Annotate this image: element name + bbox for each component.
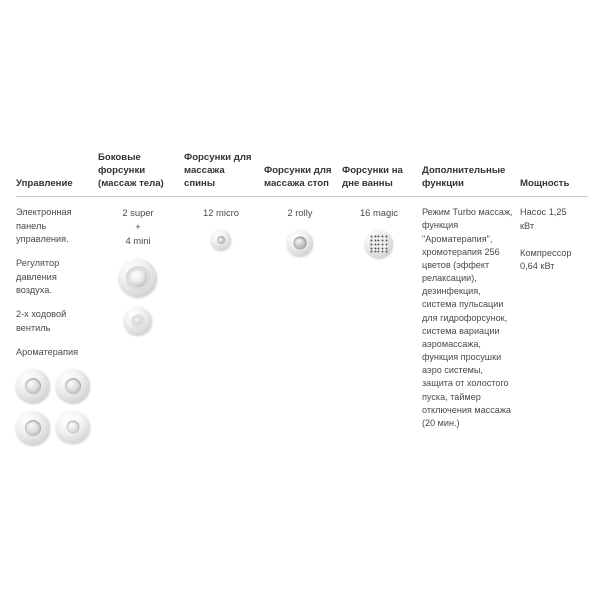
side-jets-plus-sign: + bbox=[135, 221, 141, 233]
control-nozzle-gallery bbox=[16, 369, 96, 445]
cell-extra-functions bbox=[422, 197, 520, 452]
nozzle-oval-icon bbox=[56, 411, 90, 443]
side-jets-quantity bbox=[98, 206, 178, 248]
column-header-back-jets: Форсунки для массажа спины bbox=[184, 152, 264, 197]
power-pump: Насос 1,25 кВт bbox=[520, 207, 567, 231]
cell-control bbox=[16, 197, 98, 452]
power-values bbox=[520, 206, 582, 273]
control-line-2: Регулятор давления воздуха. bbox=[16, 258, 60, 295]
nozzle-micro-icon bbox=[211, 230, 231, 250]
specifications-table bbox=[16, 152, 588, 451]
back-jet-wrap bbox=[184, 230, 258, 250]
control-line-1: Электронная панель управления. bbox=[16, 207, 72, 244]
nozzle-ring-small-icon bbox=[124, 307, 152, 335]
table-row bbox=[16, 197, 588, 452]
bottom-jets-quantity: 16 magic bbox=[359, 207, 399, 219]
control-line-3: 2-х ходовой вентиль bbox=[16, 309, 67, 333]
spec-table-container bbox=[16, 152, 588, 451]
cell-bottom-jets bbox=[342, 197, 422, 452]
column-header-bottom-jets: Форсунки на дне ванны bbox=[342, 152, 422, 197]
cell-power bbox=[520, 197, 588, 452]
cell-back-jets bbox=[184, 197, 264, 452]
bottom-jet-wrap bbox=[342, 230, 416, 258]
cell-side-jets bbox=[98, 197, 184, 452]
nozzle-icon bbox=[56, 369, 90, 403]
column-header-feet-jets: Форсунки для массажа стоп bbox=[264, 152, 342, 197]
power-compressor: Компрессор 0,64 кВт bbox=[520, 247, 572, 272]
side-jets-count-top: 2 super bbox=[122, 207, 154, 219]
side-jet-large-wrap bbox=[98, 259, 178, 297]
column-header-extra-functions: Дополнительные функции bbox=[422, 152, 520, 197]
column-header-power: Мощность bbox=[520, 152, 588, 197]
back-jets-quantity: 12 micro bbox=[203, 207, 239, 219]
nozzle-ring-icon bbox=[119, 259, 157, 297]
nozzle-rolly-icon bbox=[287, 230, 313, 256]
nozzle-magic-perforated-icon bbox=[365, 230, 393, 258]
control-line-4: Ароматерапия bbox=[16, 347, 79, 357]
feet-jets-quantity: 2 rolly bbox=[287, 207, 313, 219]
nozzle-icon bbox=[16, 369, 50, 403]
side-jet-small-wrap bbox=[98, 307, 178, 335]
nozzle-icon bbox=[16, 411, 50, 445]
column-header-control: Управление bbox=[16, 152, 98, 197]
feet-jet-wrap bbox=[264, 230, 336, 256]
control-description bbox=[16, 206, 92, 359]
cell-feet-jets bbox=[264, 197, 342, 452]
table-header-row bbox=[16, 152, 588, 197]
column-header-side-jets: Боковые форсунки (массаж тела) bbox=[98, 152, 184, 197]
perforation-dots bbox=[370, 235, 389, 254]
extra-functions-text: Режим Turbo массаж, функция "Ароматерапия", хромотерапия 256 цветов (эффект релаксации), дезинфекция, система пульсации для гидрофорсунок, система вариации аэромассажа, функция просушки аэро системы, защита от холостого пуска, таймер отключения массажа (20 мин.) bbox=[422, 207, 513, 428]
side-jets-count-bottom: 4 mini bbox=[125, 235, 151, 247]
